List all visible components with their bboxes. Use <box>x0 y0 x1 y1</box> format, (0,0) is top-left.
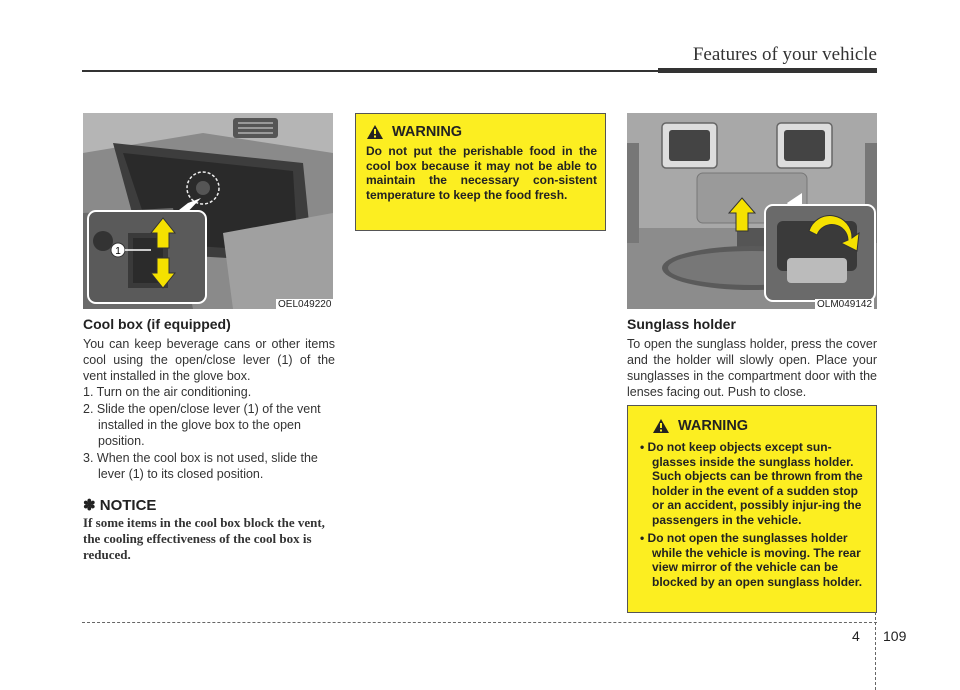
header-rule-accent <box>658 68 877 73</box>
warning-triangle-icon <box>652 418 670 434</box>
cool-box-intro: You can keep beverage cans or other items cool using the open/close lever (1) of the vent installed in the glove box. <box>83 337 335 383</box>
sunglass-holder-text: To open the sunglass holder, press the cover and the holder will slowly open. Place your sunglasses in the compartment door with the lenses facing out. Push to close. <box>627 337 877 399</box>
warning-title: WARNING <box>678 418 749 434</box>
warning-title: WARNING <box>392 124 463 140</box>
warning-header <box>652 418 868 434</box>
cool-box-photo <box>83 113 333 309</box>
warning-item: • Do not open the sunglasses holder while the vehicle is moving. The rear view mirror of the vehicle can be blocked by an open sunglass holder. <box>640 531 863 589</box>
sunglass-holder-photo <box>627 113 877 309</box>
warning-text: Do not put the perishable food in the cool box because it may not be able to maintain the necessary con-sistent temperature to keep the food fresh. <box>366 144 597 202</box>
sunglass-holder-title: Sunglass holder <box>627 316 736 332</box>
callout-number: 1 <box>115 246 121 257</box>
photo-code-left: OEL049220 <box>278 299 332 310</box>
running-header-title: Features of your vehicle <box>692 44 877 65</box>
step-item: 3. When the cool box is not used, slide the lever (1) to its closed position. <box>83 451 318 481</box>
footer-rule <box>82 622 877 623</box>
footer-divider <box>875 612 876 690</box>
step-item: 1. Turn on the air conditioning. <box>83 385 252 399</box>
perishable-food-warning <box>355 113 606 231</box>
cool-box-title: Cool box (if equipped) <box>83 316 231 332</box>
chapter-number: 4 <box>852 628 860 644</box>
page-number: 109 <box>883 628 907 644</box>
warning-item: • Do not keep objects except sun-glasses inside the sunglass holder. Such objects can be thrown from the holder in the event of a sudden stop or an accident, possibly injur-ing the passengers in the vehicle. <box>640 440 863 527</box>
sunglass-holder-warning <box>627 405 877 613</box>
notice-title: ✽ NOTICE <box>83 497 157 514</box>
step-item: 2. Slide the open/close lever (1) of the vent installed in the glove box to the open position. <box>83 402 321 448</box>
warning-list <box>640 440 868 589</box>
warning-header <box>366 124 597 140</box>
notice-text: If some items in the cool box block the vent, the cooling effectiveness of the cool box is reduced. <box>83 515 325 562</box>
cool-box-steps <box>83 384 335 483</box>
photo-code-right: OLM049142 <box>817 299 873 310</box>
warning-triangle-icon <box>366 124 384 140</box>
